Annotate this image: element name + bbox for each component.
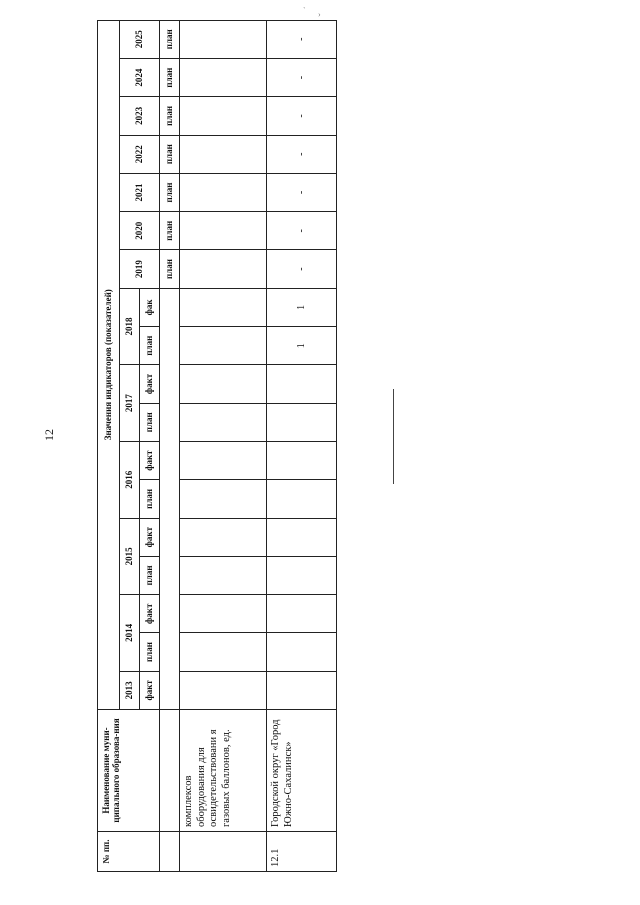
value-cell: - [267,20,337,58]
sub-header: факт [140,595,160,633]
value-cell [267,671,337,709]
sub-header: факт [140,441,160,479]
sub-header: план [160,58,180,96]
value-cell [267,441,337,479]
value-cell [180,58,267,96]
table-wrapper [97,20,334,872]
sub-header: план [140,403,160,441]
scan-speck: › [318,10,321,19]
sub-header: план [160,135,180,173]
page-number: 12 [42,429,56,441]
year-header: 2019 [120,250,160,288]
value-cell: - [267,212,337,250]
value-cell [180,327,267,365]
sub-header: фак [140,288,160,326]
value-cell [267,556,337,594]
header-row-group [98,20,120,871]
value-cell [180,250,267,288]
year-header: 2018 [120,288,140,365]
col-number-header: № пп. [98,832,160,872]
sub-header: план [160,20,180,58]
header-row-plan [160,20,180,871]
value-cell [267,365,337,403]
value-cell [180,288,267,326]
sub-header: план [160,250,180,288]
row-name: комплексов оборудования для освидетельствовани я газовых баллонов, ед. [180,710,267,832]
header-spacer [160,288,180,709]
sub-header: факт [140,671,160,709]
sub-header: план [160,173,180,211]
year-header: 2020 [120,212,160,250]
value-cell [180,173,267,211]
value-cell [180,365,267,403]
sub-header: план [160,212,180,250]
row-number: 12.1 [267,832,337,872]
value-cell: 1 [267,288,337,326]
value-cell [267,595,337,633]
value-cell: - [267,97,337,135]
value-cell: - [267,135,337,173]
value-cell: - [267,250,337,288]
scan-speck: ˋ [303,6,306,15]
value-cell [180,671,267,709]
row-number [180,832,267,872]
value-cell [180,633,267,671]
value-cell: - [267,58,337,96]
value-cell [180,518,267,556]
year-header: 2024 [120,58,160,96]
value-cell [180,97,267,135]
header-spacer [160,832,180,872]
sub-header: план [140,633,160,671]
table-row [267,20,337,871]
value-cell [180,480,267,518]
table-row [180,20,267,871]
year-header: 2023 [120,97,160,135]
value-cell [180,441,267,479]
value-cell [180,212,267,250]
col-name-header: Наименование муни-ципального образова-ния [98,710,160,832]
value-cell [267,633,337,671]
separator-line [393,389,394,484]
value-cell [267,480,337,518]
indicator-table [97,20,337,872]
year-header: 2025 [120,20,160,58]
year-header: 2022 [120,135,160,173]
year-header: 2013 [120,671,140,709]
value-cell [180,403,267,441]
value-cell: 1 [267,327,337,365]
year-header: 2021 [120,173,160,211]
value-cell [180,595,267,633]
sub-header: факт [140,365,160,403]
row-name: Городской округ «Город Южно-Сахалинск» [267,710,337,832]
sub-header: факт [140,518,160,556]
year-header: 2017 [120,365,140,442]
sub-header: план [160,97,180,135]
header-spacer [160,710,180,832]
indicator-group-header: Значения индикаторов (показателей) [98,20,120,709]
value-cell [180,20,267,58]
year-header: 2015 [120,518,140,595]
sub-header: план [140,327,160,365]
value-cell [180,556,267,594]
value-cell [267,518,337,556]
value-cell: - [267,173,337,211]
sub-header: план [140,556,160,594]
year-header: 2014 [120,595,140,672]
sub-header: план [140,480,160,518]
value-cell [180,135,267,173]
year-header: 2016 [120,441,140,518]
value-cell [267,403,337,441]
